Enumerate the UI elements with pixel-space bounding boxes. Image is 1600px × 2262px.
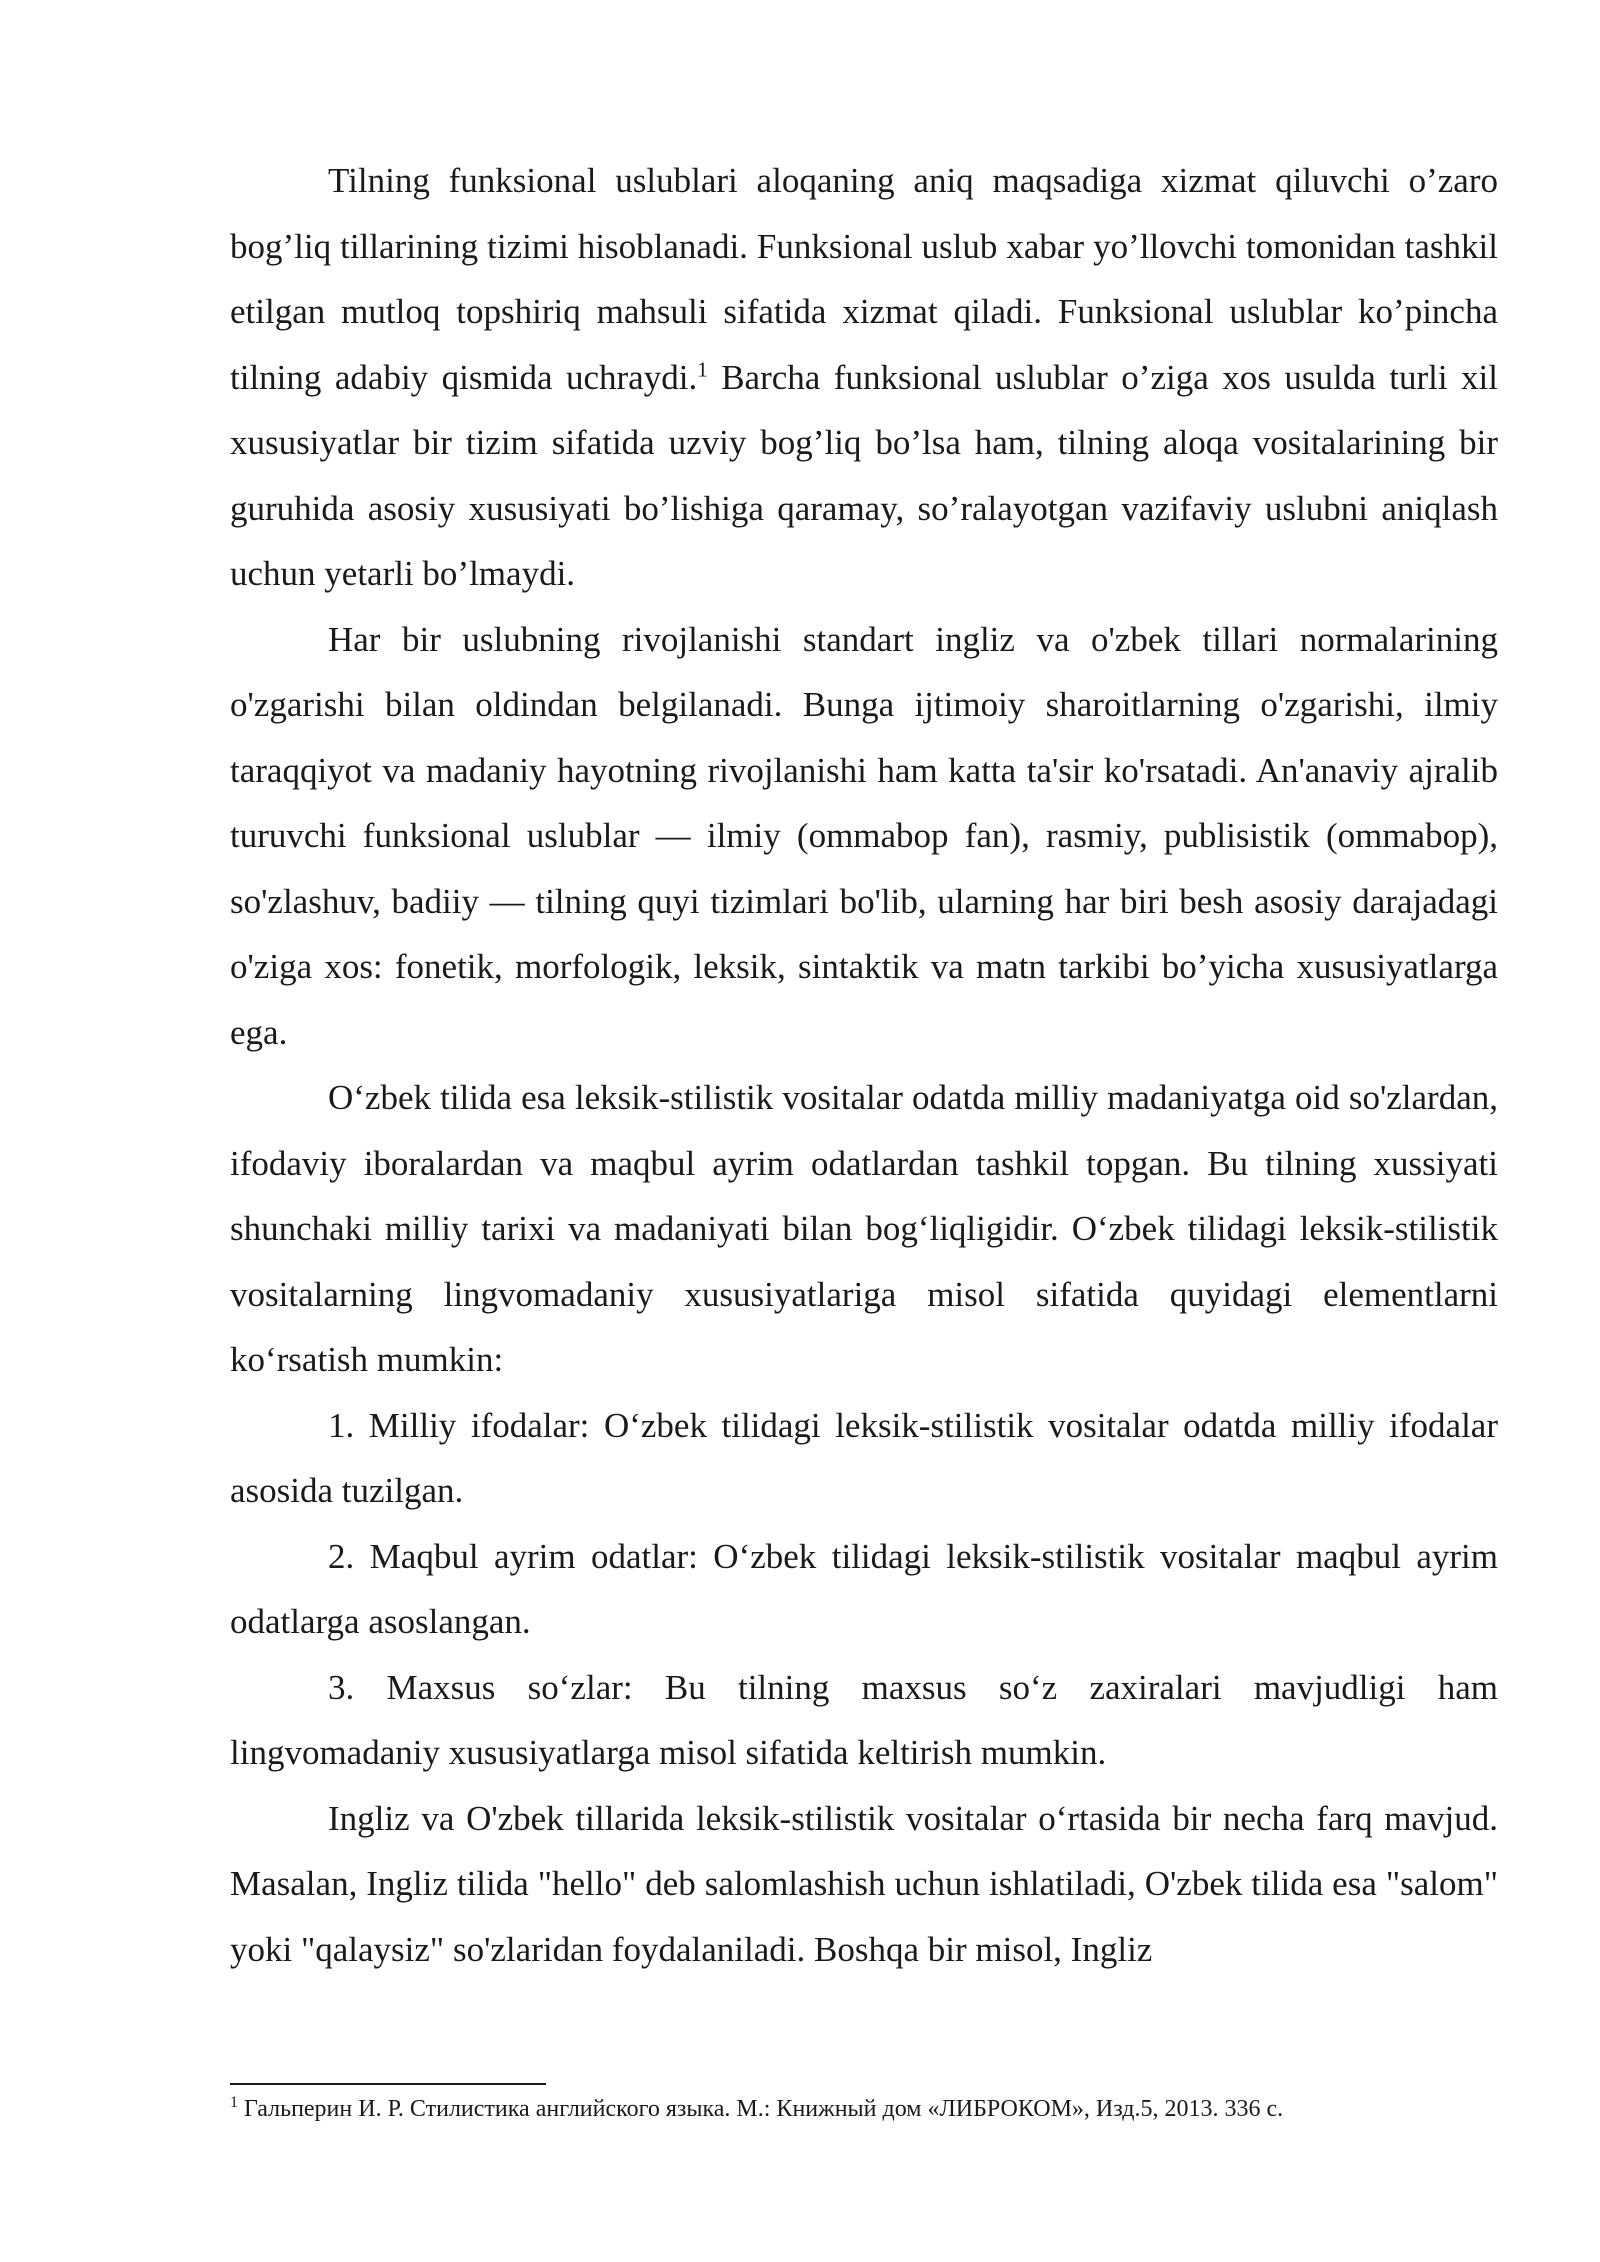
footnote-text: Гальперин И. Р. Стилистика английского языка. М.: Книжный дом «ЛИБРОКОМ», Изд.5, 2013. 336 с.: [238, 2096, 1284, 2122]
document-body: [230, 148, 1498, 1982]
list-item-2: 2. Maqbul ayrim odatlar: O‘zbek tilidagi leksik-stilistik vositalar maqbul ayrim odatlarga asoslangan.: [230, 1536, 1498, 1641]
paragraph-2: Har bir uslubning rivojlanishi standart ingliz va o'zbek tillari normalarining o'zgarishi bilan oldindan belgilanadi. Bunga ijtimoiy sharoitlarning o'zgarishi, ilmiy taraqqiyot va madaniy hayotning rivojlanishi ham katta ta'sir ko'rsatadi. An'anaviy ajralib turuvchi funksional uslublar — ilmiy (ommabop fan), rasmiy, publisistik (ommabop), so'zlashuv, badiiy — tilning quyi tizimlari bo'lib, ularning har biri besh asosiy darajadagi o'ziga xos: fonetik, morfologik, leksik, sintaktik va matn tarkibi bo’yicha xususiyatlarga ega.: [230, 619, 1498, 1052]
list-item-1: 1. Milliy ifodalar: O‘zbek tilidagi leksik-stilistik vositalar odatda milliy ifodalar asosida tuzilgan.: [230, 1405, 1498, 1510]
footnote-separator: [230, 2083, 546, 2085]
footnote: [230, 2092, 1498, 2126]
list-item-3: 3. Maxsus so‘zlar: Bu tilning maxsus so‘z zaxiralari mavjudligi ham lingvomadaniy xususiyatlarga misol sifatida keltirish mumkin.: [230, 1667, 1498, 1772]
footnote-reference[interactable]: 1: [697, 356, 708, 381]
footnote-number: 1: [230, 2094, 238, 2111]
paragraph-1: [230, 148, 1498, 607]
paragraph-1-text-before-ref: Tilning funksional uslublari aloqaning aniq maqsadiga xizmat qiluvchi o’zaro bog’liq tillarining tizimi hisoblanadi. Funksional uslub xabar yo’llovchi tomonidan tashkil etilgan mutloq topshiriq mahsuli sifatida xizmat qiladi. Funksional uslublar ko’pincha tilning adabiy qismida uchraydi.: [230, 161, 1498, 397]
paragraph-4: Ingliz va O'zbek tillarida leksik-stilistik vositalar o‘rtasida bir necha farq mavjud. Masalan, Ingliz tilida "hello" deb salomlashish uchun ishlatiladi, O'zbek tilida esa "salom" yoki "qalaysiz" so'zlaridan foydalaniladi. Boshqa bir misol, Ingliz: [230, 1798, 1498, 1969]
paragraph-1-text-after-ref: Barcha funksional uslublar o’ziga xos usulda turli xil xususiyatlar bir tizim sifatida uzviy bog’liq bo’lsa ham, tilning aloqa vositalarining bir guruhida asosiy xususiyati bo’lishiga qaramay, so’ralayotgan vazifaviy uslubni aniqlash uchun yetarli bo’lmaydi.: [230, 357, 1498, 593]
paragraph-3: O‘zbek tilida esa leksik-stilistik vositalar odatda milliy madaniyatga oid so'zlardan, ifodaviy iboralardan va maqbul ayrim odatlardan tashkil topgan. Bu tilning xussiyati shunchaki milliy tarixi va madaniyati bilan bog‘liqligidir. O‘zbek tilidagi leksik-stilistik vositalarning lingvomadaniy xususiyatlariga misol sifatida quyidagi elementlarni ko‘rsatish mumkin:: [230, 1078, 1498, 1379]
